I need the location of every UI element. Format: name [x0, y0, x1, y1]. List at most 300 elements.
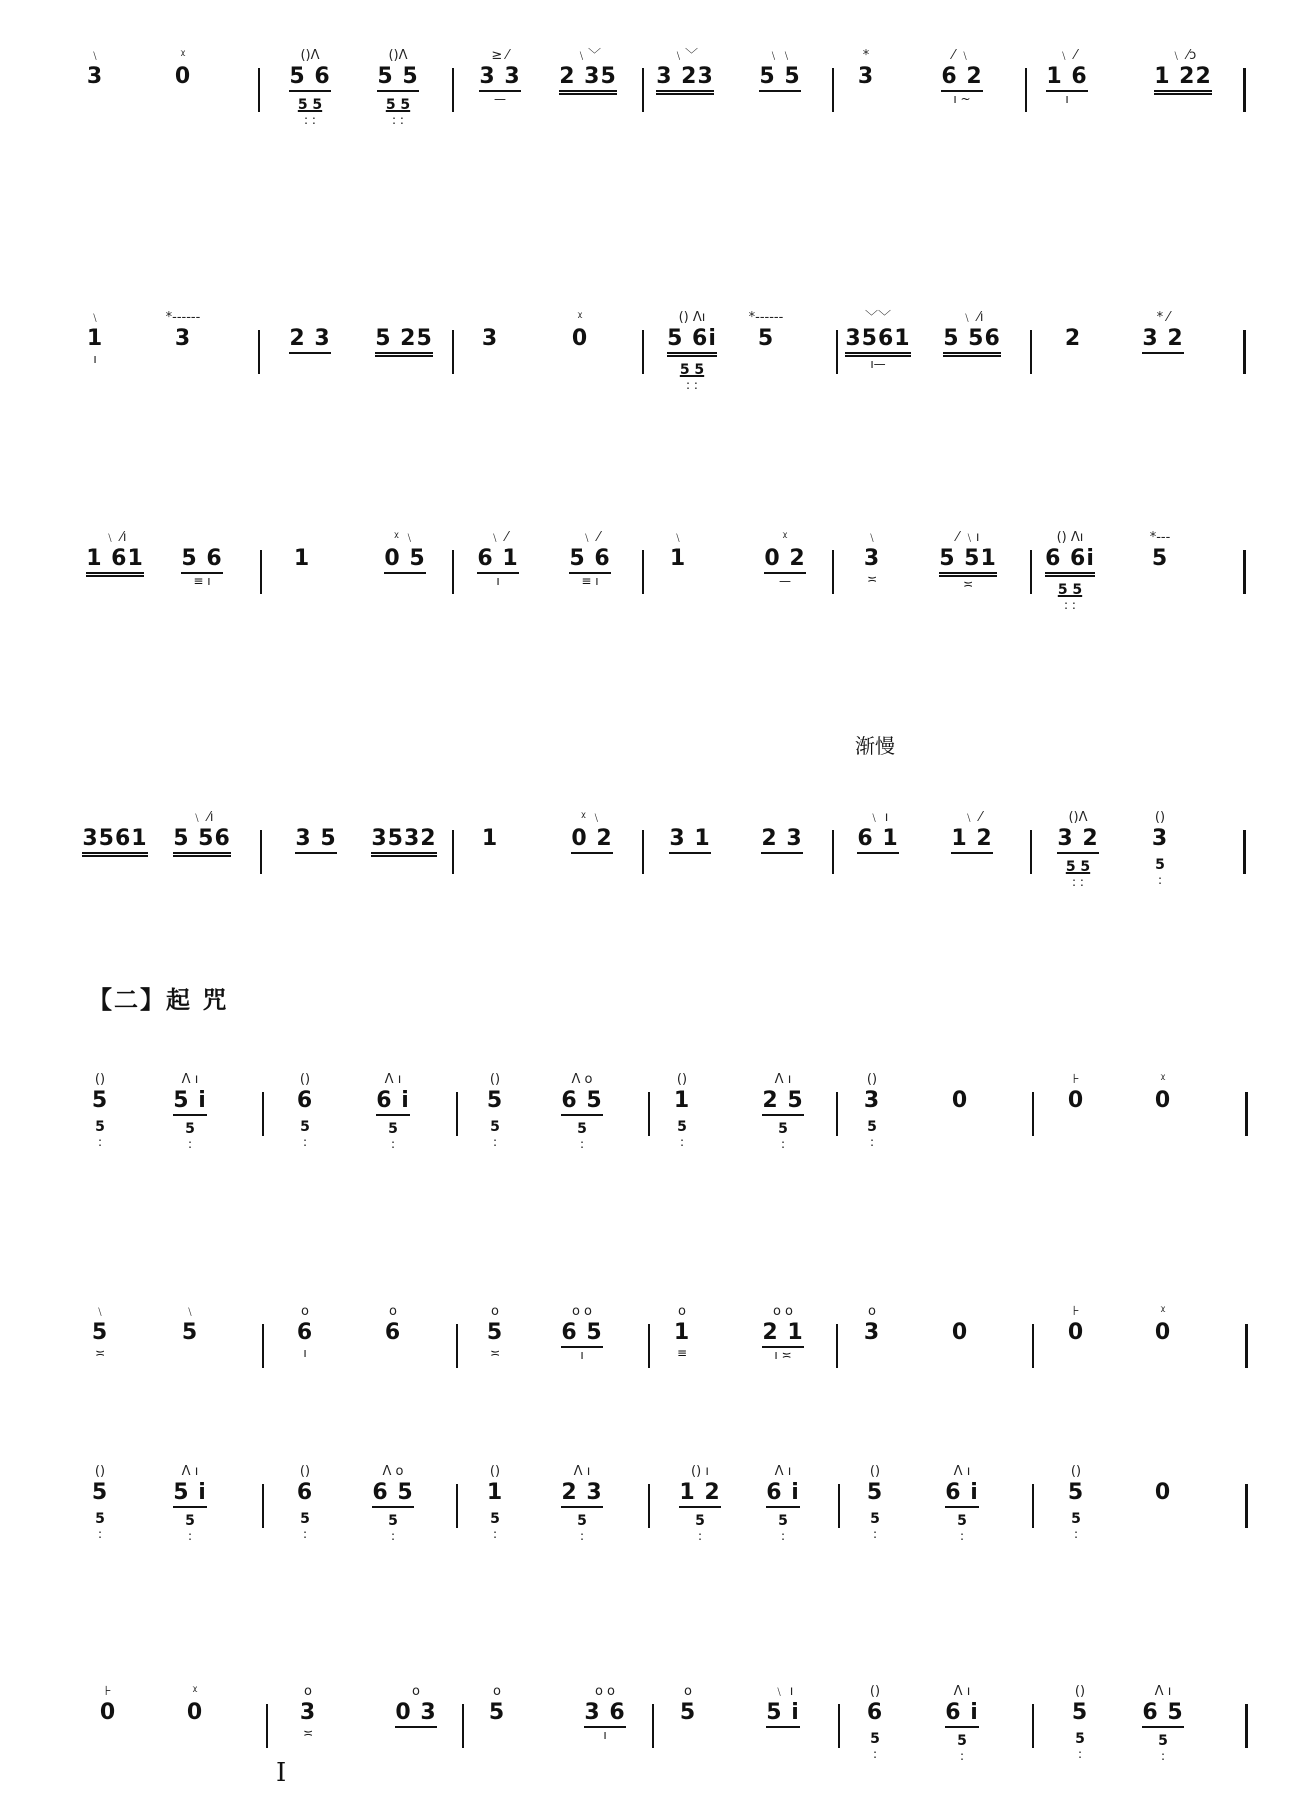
low-octave-dots: : [579, 1529, 585, 1543]
accompaniment-notes: 5 [185, 1121, 195, 1137]
note-group [450, 810, 530, 852]
accompaniment-notes: 5 5 [1065, 859, 1091, 875]
note-group [60, 1464, 140, 1541]
melody-notes: 1 [673, 1088, 691, 1113]
performance-symbol [1033, 310, 1113, 326]
end-barline [1243, 550, 1246, 594]
note-group [353, 1464, 433, 1543]
performance-symbol: ᵡ [1160, 1072, 1166, 1087]
performance-symbol [75, 810, 155, 826]
accompaniment-notes: 5 [695, 1513, 705, 1529]
performance-symbol: o o [772, 1304, 794, 1319]
melody-notes: 1 6 [1046, 64, 1087, 92]
note-group [542, 1304, 622, 1362]
barline [642, 68, 644, 112]
performance-symbol: ᵡ ﹨ [581, 810, 603, 825]
melody-notes: 2 5 [762, 1088, 803, 1116]
note-group [1027, 48, 1107, 106]
note-group [270, 310, 350, 354]
melody-notes: 3532 [371, 826, 436, 857]
performance-symbol: () [1074, 1684, 1086, 1699]
note-group [743, 1072, 823, 1151]
barline [262, 1324, 264, 1368]
melody-notes: 6 6i [1045, 546, 1095, 577]
performance-symbol: o [868, 1304, 876, 1319]
performance-symbol: () [299, 1464, 311, 1479]
melody-notes: 5 i [173, 1088, 207, 1116]
stray-mark: I [276, 1758, 287, 1788]
note-group [1036, 1072, 1116, 1114]
performance-symbol: o o [594, 1684, 616, 1699]
melody-notes: 5 [679, 1700, 697, 1725]
performance-symbol: ⁄ ﹨ [952, 48, 972, 63]
note-group [270, 48, 350, 127]
barline [262, 1092, 264, 1136]
melody-notes: 3 6 [584, 1700, 625, 1728]
accompaniment-notes: 5 [957, 1513, 967, 1529]
performance-symbol: ﹀﹀ [864, 310, 891, 325]
barline [648, 1484, 650, 1528]
performance-symbol: () [94, 1464, 106, 1479]
melody-notes: 6 [296, 1320, 314, 1345]
ornament-mark: ≡ [676, 1346, 688, 1360]
performance-symbol: () [869, 1464, 881, 1479]
note-group [550, 530, 630, 588]
note-group [1143, 48, 1223, 95]
melody-notes: 3561 [82, 826, 147, 857]
performance-symbol: Λ ı [953, 1464, 971, 1479]
melody-notes: 3 2 [1142, 326, 1183, 354]
low-octave-dots: : [302, 1527, 308, 1541]
melody-notes: 0 [1154, 1088, 1172, 1113]
melody-notes: 3 [86, 64, 104, 89]
note-group [1120, 530, 1200, 572]
barline [642, 330, 644, 374]
performance-symbol: ﹨ ⁄ı [960, 310, 984, 325]
note-group [928, 530, 1008, 591]
performance-symbol [364, 310, 444, 326]
performance-symbol [450, 310, 530, 326]
accompaniment-notes: 5 [95, 1119, 105, 1135]
notation-line [0, 302, 1300, 432]
melody-notes: 6 [384, 1320, 402, 1345]
accompaniment-notes: 5 [677, 1119, 687, 1135]
note-group [1123, 310, 1203, 354]
melody-notes: 3 [863, 1088, 881, 1113]
note-group [1036, 1464, 1116, 1541]
melody-notes: 3 [857, 64, 875, 89]
performance-symbol: Λ ı [774, 1072, 792, 1087]
accompaniment-notes: 5 [577, 1513, 587, 1529]
low-octave-dots: : [390, 1529, 396, 1543]
performance-symbol: o [412, 1684, 420, 1699]
performance-symbol: ᵡ [192, 1684, 198, 1699]
performance-symbol: () ı [691, 1464, 709, 1479]
low-octave-dots: : [97, 1527, 103, 1541]
melody-notes: 3 3 [479, 64, 520, 92]
accompaniment-notes: 5 [300, 1511, 310, 1527]
note-group [565, 1684, 645, 1742]
section-title: 【二】起 咒 [88, 985, 229, 1014]
end-barline [1245, 1324, 1248, 1368]
performance-symbol: o [304, 1684, 312, 1699]
accompaniment-notes: 5 [1158, 1733, 1168, 1749]
ornament-mark: ı [93, 352, 97, 366]
performance-symbol [920, 1304, 1000, 1320]
performance-symbol: ﹨ [88, 48, 102, 63]
performance-symbol [920, 1072, 1000, 1088]
performance-symbol: ⁄ ﹨ı [956, 530, 980, 545]
melody-notes: 0 [1154, 1320, 1172, 1345]
barline [452, 550, 454, 594]
accompaniment-notes: 5 5 [297, 97, 323, 113]
performance-symbol: o [684, 1684, 692, 1699]
note-group [60, 1304, 140, 1360]
barline [1032, 1704, 1034, 1748]
performance-symbol: ≥ ⁄ [491, 48, 509, 63]
melody-notes: 1 2 [679, 1480, 720, 1508]
melody-notes: 5 i [766, 1700, 800, 1728]
note-group [838, 310, 918, 371]
melody-notes: 1 [86, 326, 104, 351]
barline [262, 1484, 264, 1528]
note-group [143, 48, 223, 90]
performance-symbol [364, 810, 444, 826]
accompaniment-notes: 5 [185, 1513, 195, 1529]
melody-notes: 5 [91, 1320, 109, 1345]
melody-notes: 5 5 [759, 64, 800, 92]
melody-notes: 5 [181, 1320, 199, 1345]
accompaniment-notes: 5 [1071, 1511, 1081, 1527]
performance-symbol [650, 810, 730, 826]
note-group [68, 1684, 148, 1726]
low-octave-dots: : [872, 1527, 878, 1541]
note-group [458, 530, 538, 588]
melody-notes: 2 3 [761, 826, 802, 854]
melody-notes: 5 [1071, 1700, 1089, 1725]
melody-notes: 1 22 [1154, 64, 1212, 95]
low-octave-dots: : [390, 1137, 396, 1151]
melody-notes: 0 [99, 1700, 117, 1725]
performance-symbol: ﹨ [865, 530, 879, 545]
melody-notes: 6 i [376, 1088, 410, 1116]
melody-notes: 6 i [945, 1700, 979, 1728]
note-group [652, 310, 732, 392]
note-group [265, 1464, 345, 1541]
melody-notes: 5 6 [569, 546, 610, 574]
accompaniment-notes: 5 [490, 1119, 500, 1135]
melody-notes: 0 [1154, 1480, 1172, 1505]
performance-symbol: o [491, 1304, 499, 1319]
ornament-mark: — [494, 92, 506, 106]
performance-symbol: ﹨ ⁄ [488, 530, 508, 545]
note-group [455, 1464, 535, 1541]
tempo-marking: 渐慢 [855, 734, 895, 758]
ornament-mark: ≍ [489, 1346, 501, 1360]
performance-symbol: ﹨ ⁄ɔ [1169, 48, 1197, 63]
low-octave-dots: : [872, 1747, 878, 1761]
low-octave-dots: : : [392, 113, 404, 127]
performance-symbol: () [866, 1072, 878, 1087]
note-group [932, 810, 1012, 854]
melody-notes: 1 2 [951, 826, 992, 854]
note-group [450, 310, 530, 352]
ornament-mark: ≍ [866, 572, 878, 586]
performance-symbol: ᵡ ﹨ [394, 530, 416, 545]
melody-notes: 1 [673, 1320, 691, 1345]
low-octave-dots: : : [686, 378, 698, 392]
performance-symbol: ﹨ [671, 530, 685, 545]
note-group [743, 1464, 823, 1543]
melody-notes: 6 i [766, 1480, 800, 1508]
accompaniment-notes: 5 [577, 1121, 587, 1137]
note-group [645, 48, 725, 95]
ornament-mark: ı [303, 1346, 307, 1360]
melody-notes: 5 6i [667, 326, 717, 357]
performance-symbol: () [299, 1072, 311, 1087]
note-group [155, 1684, 235, 1726]
note-group [832, 1304, 912, 1346]
performance-symbol: ()Λ [300, 48, 320, 63]
note-group [650, 810, 730, 854]
performance-symbol: o [493, 1684, 501, 1699]
performance-symbol: o [301, 1304, 309, 1319]
note-group [1040, 1684, 1120, 1761]
performance-symbol: ﹨﹀ [671, 48, 698, 63]
melody-notes: 6 5 [1142, 1700, 1183, 1728]
performance-symbol: ﹨﹨ [766, 48, 793, 63]
melody-notes: 5 [486, 1088, 504, 1113]
note-group [922, 1464, 1002, 1543]
barline [258, 68, 260, 112]
note-group [1033, 310, 1113, 352]
performance-symbol [270, 310, 350, 326]
melody-notes: 0 2 [571, 826, 612, 854]
note-group [150, 1072, 230, 1151]
end-barline [1245, 1704, 1248, 1748]
ornament-mark: ı [603, 1728, 607, 1742]
note-group [542, 1464, 622, 1543]
performance-symbol: ᵡ [180, 48, 186, 63]
performance-symbol: ﹨ [183, 1304, 197, 1319]
performance-symbol [276, 810, 356, 826]
accompaniment-notes: 5 [300, 1119, 310, 1135]
ornament-mark: ≍ [94, 1346, 106, 1360]
melody-notes: 5 [486, 1320, 504, 1345]
end-barline [1243, 330, 1246, 374]
melody-notes: 3 [863, 546, 881, 571]
note-group [740, 48, 820, 92]
melody-notes: 0 [186, 1700, 204, 1725]
performance-symbol: o o [571, 1304, 593, 1319]
melody-notes: 0 [951, 1320, 969, 1345]
ornament-mark: ı [580, 1348, 584, 1362]
note-group [642, 1072, 722, 1149]
melody-notes: 5 6 [181, 546, 222, 574]
melody-notes: 1 [486, 1480, 504, 1505]
note-group [455, 1304, 535, 1360]
note-group [364, 310, 444, 357]
note-group [922, 1684, 1002, 1763]
low-octave-dots: : [579, 1137, 585, 1151]
melody-notes: 2 1 [762, 1320, 803, 1348]
note-group [920, 1072, 1000, 1114]
low-octave-dots: : [679, 1135, 685, 1149]
performance-symbol: ⊦ [1072, 1304, 1080, 1319]
barline [832, 830, 834, 874]
performance-symbol: ﹨ ⁄ [962, 810, 982, 825]
performance-symbol: ᵡ [577, 310, 583, 325]
performance-symbol: ﹨ [88, 310, 102, 325]
note-group [835, 1684, 915, 1761]
barline [258, 330, 260, 374]
note-group [826, 48, 906, 90]
performance-symbol: ⊦ [1072, 1072, 1080, 1087]
performance-symbol: ﹨ ⁄ [1057, 48, 1077, 63]
ornament-mark: ≡ ı [581, 574, 599, 588]
melody-notes: 0 5 [384, 546, 425, 574]
performance-symbol: ᵡ [782, 530, 788, 545]
low-octave-dots: : [1073, 1527, 1079, 1541]
melody-notes: 0 [1067, 1320, 1085, 1345]
performance-symbol: ()Λ [388, 48, 408, 63]
note-group [638, 530, 718, 572]
accompaniment-notes: 5 5 [679, 362, 705, 378]
low-octave-dots: : : [304, 113, 316, 127]
performance-symbol: () [1070, 1464, 1082, 1479]
low-octave-dots: : [492, 1527, 498, 1541]
performance-symbol: Λ ı [384, 1072, 402, 1087]
low-octave-dots: : [780, 1529, 786, 1543]
melody-notes: 3 1 [669, 826, 710, 854]
melody-notes: 1 [293, 546, 311, 571]
note-group [745, 530, 825, 588]
melody-notes: 3 [174, 326, 192, 351]
barline [260, 830, 262, 874]
melody-notes: 3 2 [1057, 826, 1098, 854]
melody-notes: 2 3 [289, 326, 330, 354]
performance-symbol: * [862, 48, 870, 63]
low-octave-dots: : [697, 1529, 703, 1543]
note-group [648, 1684, 728, 1726]
performance-symbol: ()Λ [1068, 810, 1088, 825]
performance-symbol: *------ [165, 310, 201, 325]
note-group [364, 810, 444, 857]
performance-symbol: () [1154, 810, 1166, 825]
melody-notes: 3 [863, 1320, 881, 1345]
melody-notes: 5 [91, 1480, 109, 1505]
melody-notes: 1 [669, 546, 687, 571]
performance-symbol: () [676, 1072, 688, 1087]
note-group [1123, 1072, 1203, 1114]
note-group [1120, 810, 1200, 887]
melody-notes: 2 [1064, 326, 1082, 351]
performance-symbol: ﹨ ⁄ [580, 530, 600, 545]
performance-symbol: ﹨ ı [772, 1684, 794, 1699]
low-octave-dots: : [302, 1135, 308, 1149]
performance-symbol: *--- [1149, 530, 1171, 545]
barline [1032, 1092, 1034, 1136]
melody-notes: 5 51 [939, 546, 997, 577]
melody-notes: 2 3 [561, 1480, 602, 1508]
notation-line [0, 802, 1300, 932]
accompaniment-notes: 5 [388, 1513, 398, 1529]
melody-notes: 5 5 [377, 64, 418, 92]
melody-notes: 3 5 [295, 826, 336, 854]
melody-notes: 6 [296, 1088, 314, 1113]
note-group [143, 310, 223, 352]
melody-notes: 6 i [945, 1480, 979, 1508]
melody-notes: 3561 [845, 326, 910, 357]
ornament-mark: ı— [870, 357, 886, 371]
melody-notes: 6 1 [857, 826, 898, 854]
notation-line [0, 40, 1300, 170]
performance-symbol: o [678, 1304, 686, 1319]
performance-symbol: ﹨ ⁄ı [190, 810, 214, 825]
low-octave-dots: : [187, 1137, 193, 1151]
note-group [1036, 1304, 1116, 1346]
low-octave-dots: : [959, 1749, 965, 1763]
melody-notes: 5 [757, 326, 775, 351]
ornament-mark: ≍ [302, 1726, 314, 1740]
melody-notes: 5 [1151, 546, 1169, 571]
performance-symbol [450, 810, 530, 826]
notation-line [0, 1676, 1300, 1806]
note-group [743, 1304, 823, 1362]
note-group [542, 1072, 622, 1151]
performance-symbol: Λ ı [953, 1684, 971, 1699]
low-octave-dots: : [869, 1135, 875, 1149]
performance-symbol [1123, 1464, 1203, 1480]
low-octave-dots: : [959, 1529, 965, 1543]
performance-symbol: ᵡ [1160, 1304, 1166, 1319]
melody-notes: 5 6 [289, 64, 330, 92]
note-group [1123, 1304, 1203, 1346]
melody-notes: 6 5 [561, 1088, 602, 1116]
ornament-mark: ı ≍ [774, 1348, 792, 1362]
note-group [457, 1684, 537, 1726]
note-group [660, 1464, 740, 1543]
end-barline [1243, 830, 1246, 874]
melody-notes: 3 [1151, 826, 1169, 851]
note-group [743, 1684, 823, 1728]
melody-notes: 1 [481, 826, 499, 851]
note-group [1123, 1684, 1203, 1763]
barline [1030, 830, 1032, 874]
melody-notes: 5 [488, 1700, 506, 1725]
performance-symbol: () Λı [1056, 530, 1084, 545]
accompaniment-notes: 5 [1075, 1731, 1085, 1747]
note-group [460, 48, 540, 106]
accompaniment-notes: 5 [957, 1733, 967, 1749]
low-octave-dots: : [1077, 1747, 1083, 1761]
accompaniment-notes: 5 [778, 1121, 788, 1137]
performance-symbol: ﹨﹀ [574, 48, 601, 63]
accompaniment-notes: 5 [870, 1511, 880, 1527]
performance-symbol: o [389, 1304, 397, 1319]
note-group [540, 310, 620, 352]
accompaniment-notes: 5 5 [385, 97, 411, 113]
barline [1032, 1484, 1034, 1528]
note-group [150, 1304, 230, 1346]
note-group [75, 530, 155, 577]
note-group [838, 810, 918, 854]
performance-symbol: () [489, 1072, 501, 1087]
melody-notes: 0 2 [764, 546, 805, 574]
note-group [55, 48, 135, 90]
note-group [1038, 810, 1118, 889]
note-group [548, 48, 628, 95]
